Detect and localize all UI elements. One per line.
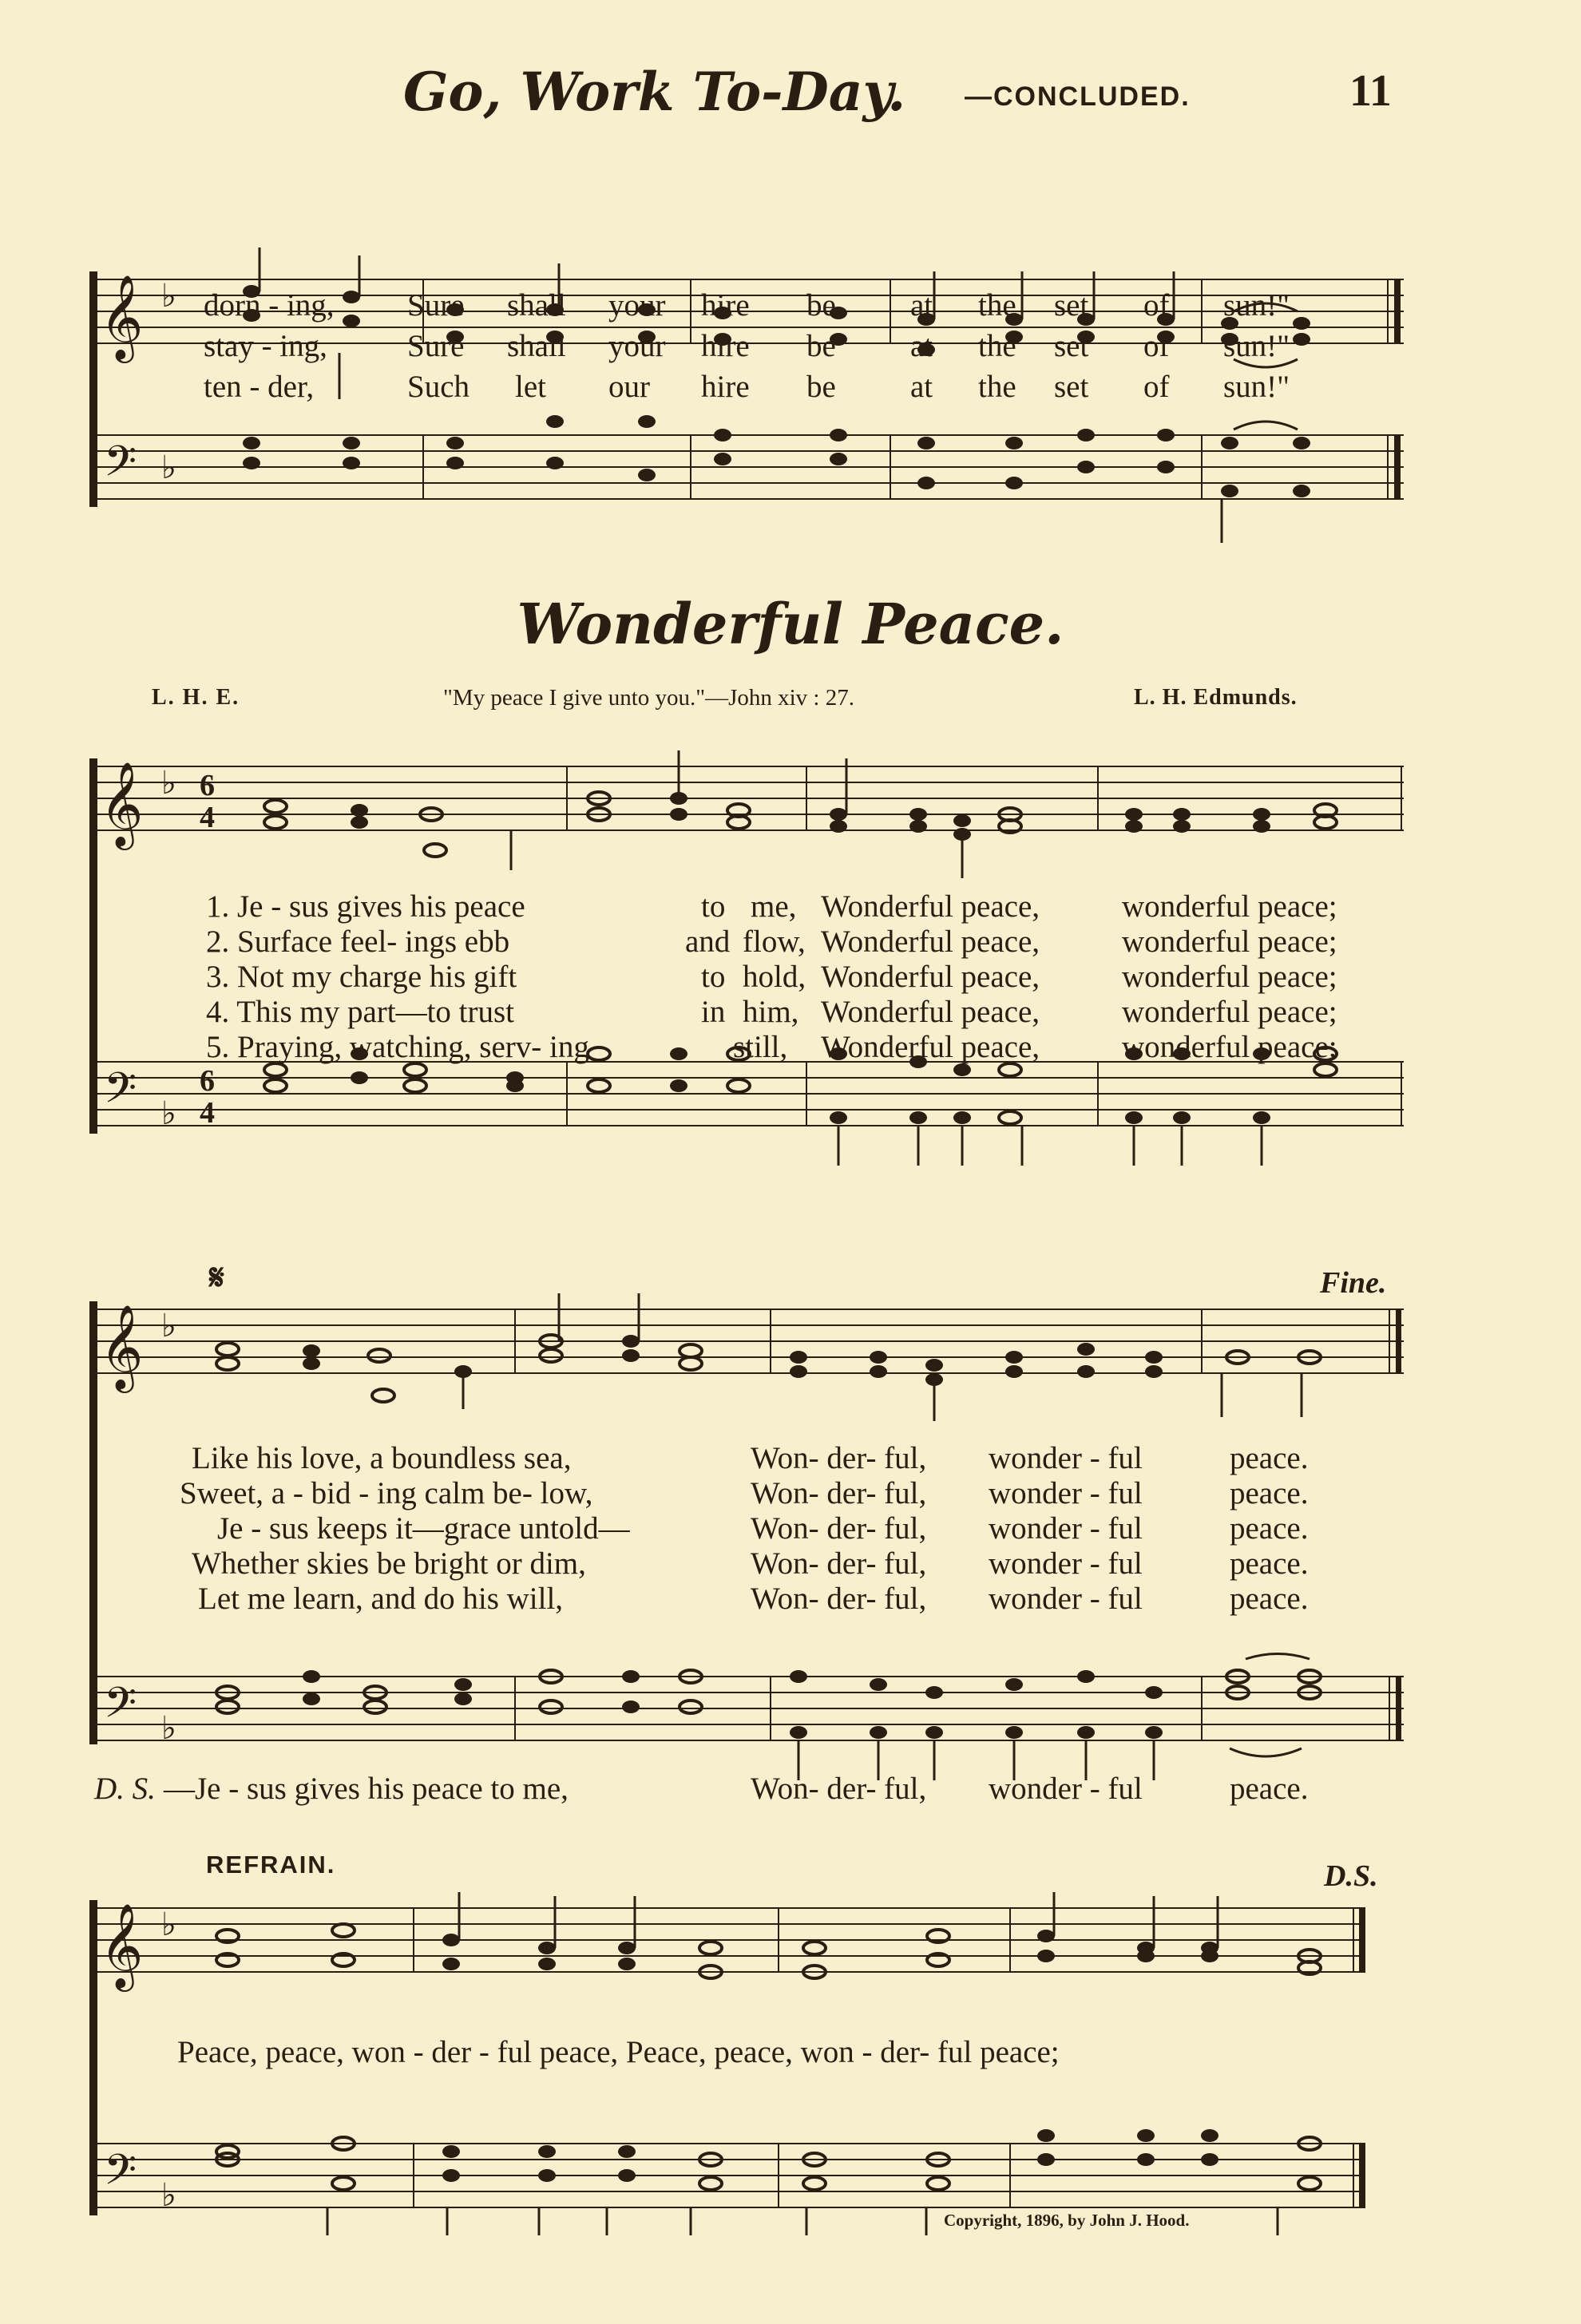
verse-line-start: Whether skies be bright or dim, (192, 1546, 586, 1581)
lyric-word: stay - ing, (204, 329, 327, 363)
lyric-word: wonder - ful (989, 1546, 1143, 1581)
lyric-word: sun!" (1223, 370, 1290, 404)
lyric-word: at (910, 370, 933, 404)
lyric-word: hold, (743, 960, 806, 994)
lyric-word: Wonderful peace, (821, 1030, 1040, 1064)
refrain-label: REFRAIN. (206, 1851, 336, 1879)
lyric-word: of (1143, 329, 1170, 363)
lyric-word: him, (743, 995, 799, 1029)
hymn-scripture: "My peace I give unto you."—John xiv : 27. (443, 685, 854, 711)
lyric-word: shall (507, 329, 566, 363)
ds-lyric-line (0, 1771, 1581, 1807)
lyric-word: set (1054, 288, 1089, 323)
verse-line-start: Sweet, a - bid - ing calm be- low, (180, 1476, 593, 1510)
svg-text:♭: ♭ (161, 278, 176, 314)
lyric-word: your (608, 288, 666, 323)
page-header (0, 56, 1581, 128)
svg-text:𝄞: 𝄞 (100, 1902, 144, 1988)
lyric-word: Wonderful peace, (821, 960, 1040, 994)
svg-text:♭: ♭ (161, 765, 176, 801)
copyright-notice: Copyright, 1896, by John J. Hood. (944, 2211, 1190, 2230)
lyric-word: Such (407, 370, 470, 404)
svg-text:♭: ♭ (161, 1710, 176, 1746)
verse-line-start: Like his love, a boundless sea, (192, 1441, 572, 1475)
lyric-word: peace. (1230, 1582, 1309, 1616)
lyric-word: wonder - ful (989, 1476, 1143, 1510)
lyric-word: sun!" (1223, 329, 1290, 363)
lyric-word: of (1143, 370, 1170, 404)
svg-text:𝄢: 𝄢 (104, 1064, 137, 1123)
lyric-word: in (701, 995, 726, 1029)
svg-text:♭: ♭ (161, 2177, 176, 2213)
lyric-word: still, (733, 1030, 788, 1064)
verse-line-start: 4. This my part—to trust (206, 995, 515, 1029)
lyric-word: dorn - ing, (204, 288, 335, 323)
verse-line-start: Let me learn, and do his will, (198, 1582, 564, 1616)
lyric-word: let (515, 370, 546, 404)
lyric-word: sun!" (1223, 288, 1290, 323)
svg-text:♭: ♭ (161, 1095, 176, 1131)
lyric-word: wonderful peace; (1122, 1030, 1337, 1064)
lyric-word: to (701, 960, 726, 994)
header-title: Go, Work To-Day. (403, 61, 906, 123)
lyric-word: Wonderful peace, (821, 889, 1040, 924)
page-number: 11 (1349, 66, 1392, 116)
lyric-word: hire (701, 288, 750, 323)
lyric-word: peace. (1230, 1441, 1309, 1475)
lyric-word: wonderful peace; (1122, 960, 1337, 994)
lyric-word: peace. (1230, 1772, 1309, 1806)
lyric-word: wonder - ful (989, 1441, 1143, 1475)
svg-text:6: 6 (200, 769, 215, 802)
hymn-author: L. H. E. (152, 685, 240, 710)
lyric-word: at (910, 288, 933, 323)
lyric-word: peace. (1230, 1511, 1309, 1546)
svg-text:𝄞: 𝄞 (100, 1304, 144, 1389)
lyric-word: Won- der- ful, (751, 1511, 927, 1546)
svg-text:4: 4 (200, 1096, 215, 1130)
lyric-word: hire (701, 370, 750, 404)
lyric-word: Sure (407, 288, 465, 323)
hymn-title: Wonderful Peace. (517, 591, 1064, 657)
lyric-word: wonderful peace; (1122, 995, 1337, 1029)
svg-text:♭: ♭ (161, 1906, 176, 1942)
lyric-word: wonderful peace; (1122, 924, 1337, 959)
lyric-word: wonder - ful (989, 1772, 1143, 1806)
lyric-word: Won- der- ful, (751, 1476, 927, 1510)
lyric-word: the (978, 370, 1016, 404)
music-system-1 (0, 128, 1581, 527)
lyric-word: wonder - ful (989, 1511, 1143, 1546)
svg-text:♭: ♭ (161, 1308, 176, 1344)
lyric-word: Won- der- ful, (751, 1546, 927, 1581)
lyric-word: peace. (1230, 1476, 1309, 1510)
ds-abbrev: D. S. (94, 1772, 156, 1806)
verse-line-start: 3. Not my charge his gift (206, 960, 517, 994)
lyric-word: Won- der- ful, (751, 1582, 927, 1616)
svg-text:4: 4 (200, 801, 215, 834)
lyric-word: peace. (1230, 1546, 1309, 1581)
lyric-word: be (806, 329, 836, 363)
fine-label: Fine. (1320, 1266, 1387, 1300)
svg-text:6: 6 (200, 1064, 215, 1098)
verse-line-start: 2. Surface feel- ings ebb (206, 924, 510, 959)
svg-text:𝄢: 𝄢 (104, 1679, 137, 1738)
lyric-word: and (685, 924, 731, 959)
lyric-word: me, (751, 889, 797, 924)
lyric-word: be (806, 370, 836, 404)
refrain-lyric: Peace, peace, won - der - ful peace, Peace, peace, won - der- ful peace; (177, 2035, 1060, 2069)
lyric-word: your (608, 329, 666, 363)
svg-text:𝄞: 𝄞 (100, 274, 144, 359)
svg-text:𝄞: 𝄞 (100, 761, 144, 846)
verse-line-start: Je - sus keeps it—grace untold— (217, 1511, 630, 1546)
hymn-composer: L. H. Edmunds. (1134, 685, 1298, 710)
lyric-word: hire (701, 329, 750, 363)
verse-line-start: 5. Praying, watching, serv- ing (206, 1030, 589, 1064)
lyric-word: be (806, 288, 836, 323)
lyric-word: to (701, 889, 726, 924)
lyric-word: Won- der- ful, (751, 1772, 927, 1806)
hymn-credits (0, 685, 1581, 717)
verse-line-start: 1. Je - sus gives his peace (206, 889, 525, 924)
lyric-word: Sure (407, 329, 465, 363)
header-suffix: —CONCLUDED. (965, 81, 1191, 112)
lyric-word: the (978, 329, 1016, 363)
lyric-word: our (608, 370, 650, 404)
svg-text:𝄢: 𝄢 (104, 437, 137, 497)
lyric-word: set (1054, 370, 1089, 404)
svg-text:♭: ♭ (161, 449, 176, 485)
lyric-word: ten - der, (204, 370, 315, 404)
lyric-word: shall (507, 288, 566, 323)
segno-sign: 𝄋 (209, 1258, 224, 1297)
lyric-word: at (910, 329, 933, 363)
lyric-word: the (978, 288, 1016, 323)
lyric-word: Won- der- ful, (751, 1441, 927, 1475)
lyric-word: of (1143, 288, 1170, 323)
lyric-word: Wonderful peace, (821, 924, 1040, 959)
svg-text:𝄢: 𝄢 (104, 2146, 137, 2205)
lyric-word: wonderful peace; (1122, 889, 1337, 924)
ds-text: —Je - sus gives his peace to me, (164, 1772, 569, 1806)
lyric-word: set (1054, 329, 1089, 363)
lyric-word: wonder - ful (989, 1582, 1143, 1616)
ds-marker: D.S. (1324, 1859, 1378, 1893)
lyric-word: Wonderful peace, (821, 995, 1040, 1029)
lyric-word: flow, (743, 924, 806, 959)
